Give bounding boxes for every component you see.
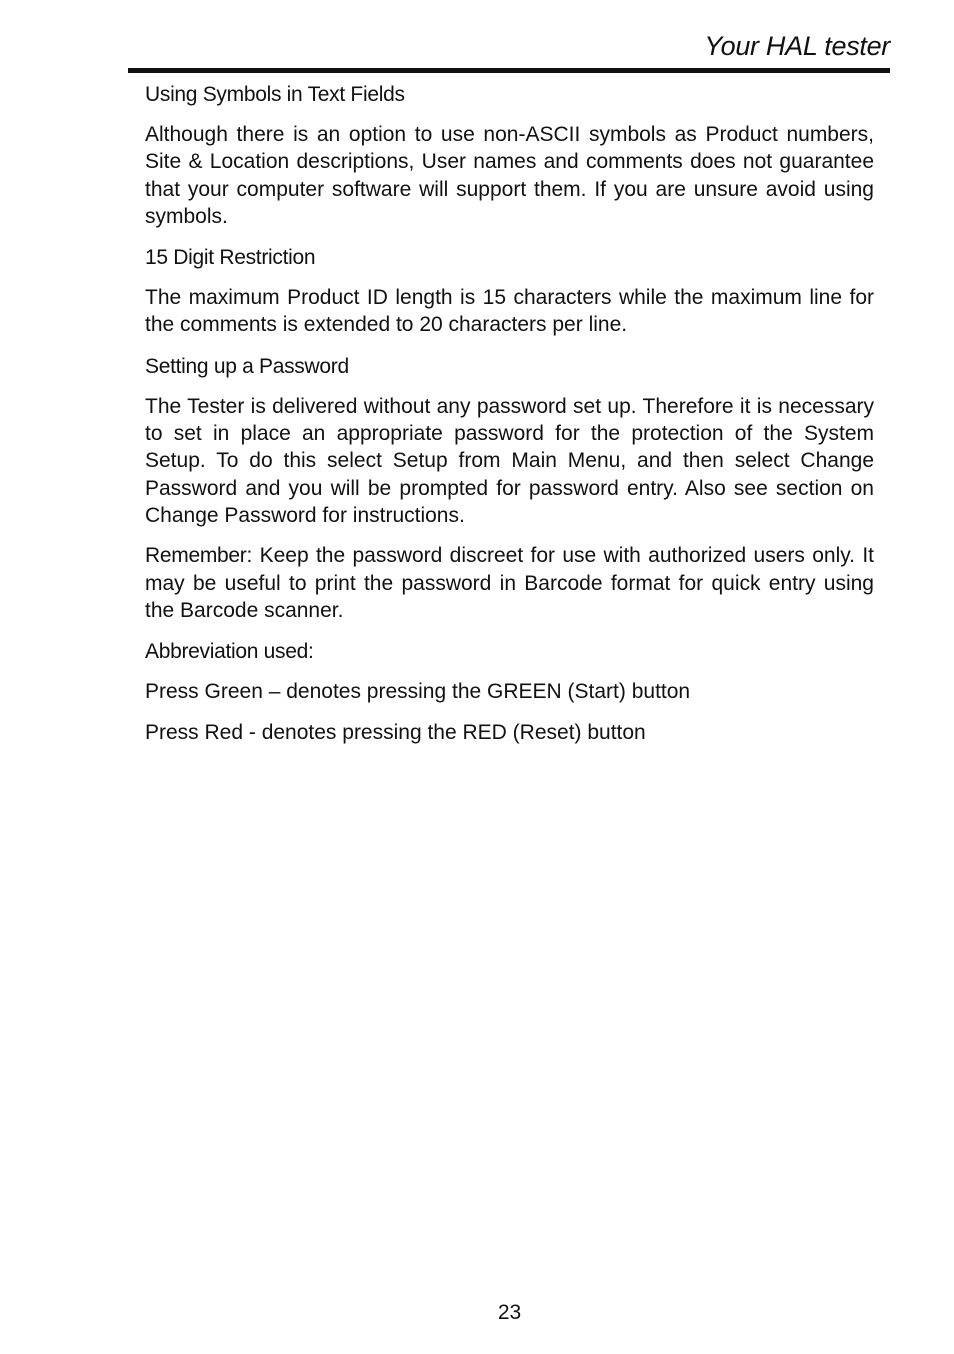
password-paragraph: The Tester is delivered without any password set up. Therefore it is necessary to set in place an appropriate password for the protection of the System Setup. To do this select Setup from Main Menu, and then select Change Password and you will be prompted for password entry. Also see section on Change Password for instructions.	[145, 394, 874, 527]
page-content	[145, 80, 874, 760]
running-header	[128, 28, 890, 73]
password-heading: Setting up a Password	[145, 354, 349, 378]
remember-text: : Keep the password discreet for use with authorized users only. It may be useful to print the password in Barcode format for quick entry using the Barcode scanner.	[145, 544, 874, 622]
digit-restriction-heading: 15 Digit Restriction	[145, 246, 316, 270]
remember-label: Remember	[145, 544, 247, 568]
symbols-paragraph: Although there is an option to use non-ASCII symbols as Product numbers, Site & Location descriptions, User names and comments does not guarantee that your computer software will support them. If you are unsure avoid using symbols.	[145, 123, 874, 228]
abbreviation-item-red: Press Red - denotes pressing the RED (Reset) button	[145, 721, 646, 745]
remember-paragraph	[145, 542, 874, 624]
digit-restriction-paragraph: The maximum Product ID length is 15 characters while the maximum line for the comments is extended to 20 characters per line.	[145, 286, 874, 337]
abbreviation-item-green: Press Green – denotes pressing the GREEN (Start) button	[145, 680, 691, 704]
header-title: Your HAL tester	[704, 31, 890, 61]
page-number: 23	[497, 1301, 522, 1324]
symbols-heading: Using Symbols in Text Fields	[145, 83, 405, 106]
abbreviation-heading: Abbreviation used:	[145, 640, 314, 664]
